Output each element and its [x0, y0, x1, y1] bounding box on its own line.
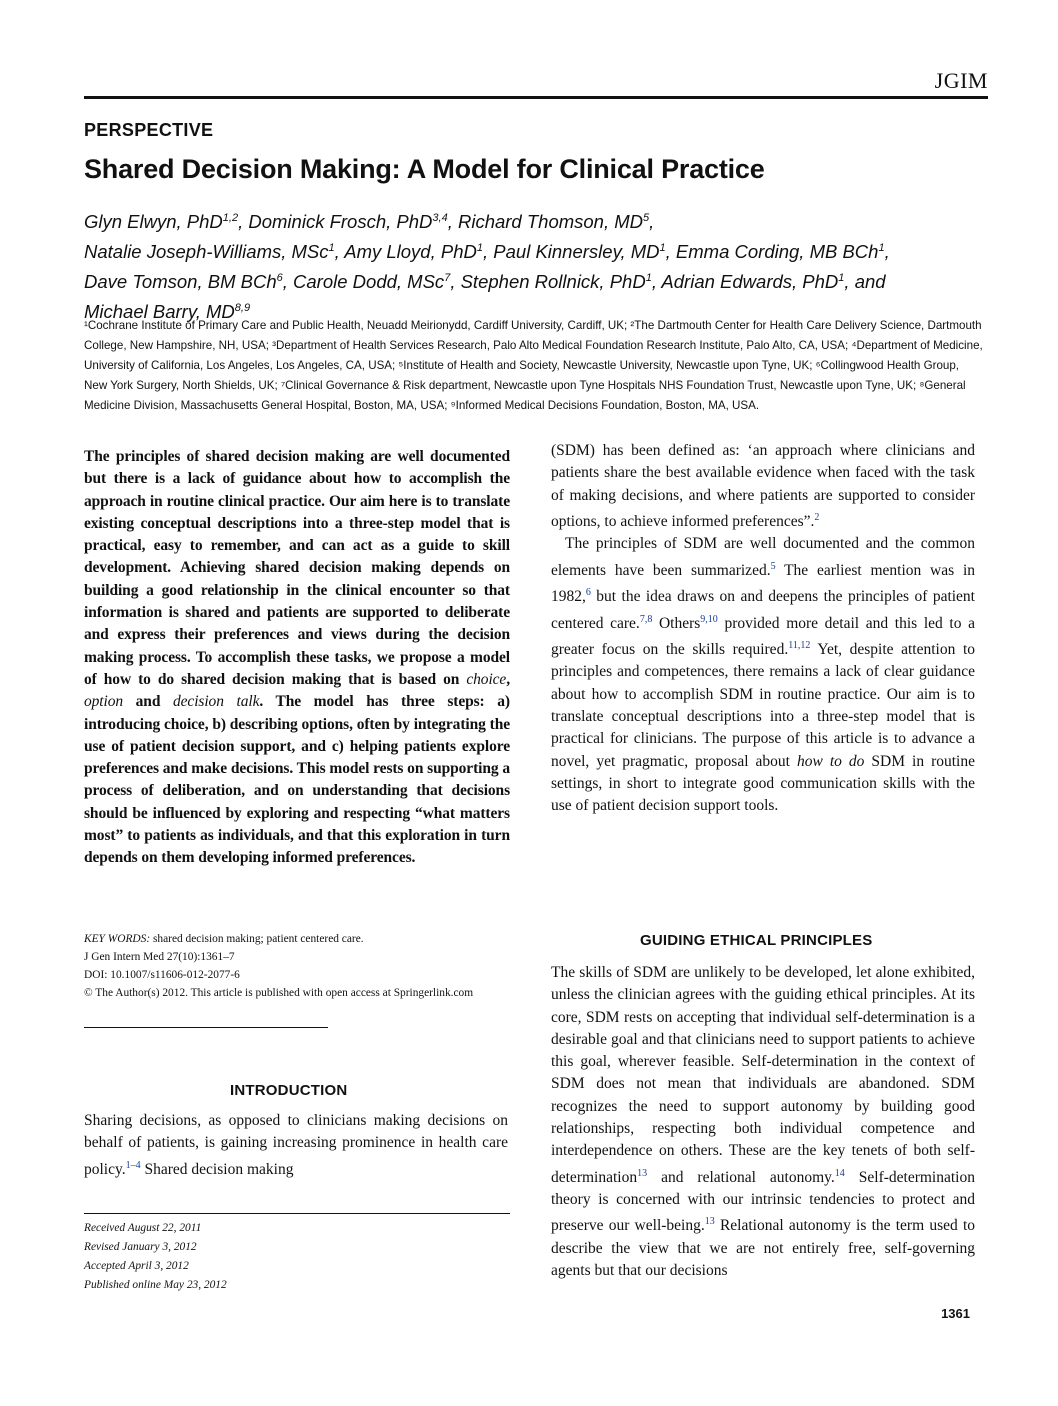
abstract: The principles of shared decision making are well documented but there is a lack of guidance about how to accomplish the approach in routine clinical practice. Our aim here is to translate existing conceptual descriptions into a three-step model that is practical, easy to remember, and can act as a guide to skill development. Achieving shared decision making depends on building a good relationship in the clinical encounter so that information is shared and patients are supported to deliberate and express their preferences and views during the decision making process. To accomplish these tasks, we propose a model of how to do shared decision making that is based on choice, option and decision talk. The model has three steps: a) introducing choice, b) describing options, often by integrating the use of patient decision support, and c) helping patients explore preferences and make decisions. This model rests on supporting a process of deliberation, and on understanding that decisions should be influenced by exploring and respecting “what matters most” to patients as individuals, and that this exploration in turn depends on them developing informed preferences. [84, 448, 510, 867]
introduction-text: Sharing decisions, as opposed to clinicians making decisions on behalf of patients, is gaining increasing prominence in health care policy.$^{1-4}$ Shared decision making [84, 1112, 508, 1178]
author-list: Glyn Elwyn, PhD$^{1,2}$, Dominick Frosch, PhD$^{3,4}$, Richard Thomson, $MD^5$, Natalie Joseph-Williams, MSc$^1$, Amy Lloyd, PhD$^1$, Paul Kinnersley, $MD^1$, Emma Cording, MB BCh$^1$, Dave Tomson, BM BCh$^6$, Carole Dodd, MSc$^7$, Stephen Rollnick, PhD$^1$, Adrian Edwards, PhD$^1$, and Michael Barry, MD$^{8,9}$ [84, 211, 890, 323]
article-dates: Received August 22, 2011 Revised January 3, 2012 Accepted April 3, 2012 Published online May 23, 2012 [84, 1222, 227, 1291]
citation: J Gen Intern Med 27(10):1361–7 [84, 951, 235, 963]
author: Richard Thomson, MD [457, 211, 644, 233]
doi: DOI: 10.1007/s11606-012-2077-6 [84, 969, 240, 981]
header-rule [84, 96, 988, 99]
author: Stephen Rollnick, PhD [460, 271, 646, 293]
author: Michael Barry, MD [84, 301, 235, 323]
affiliations: ¹Cochrane Institute of Primary Care and Public Health, Neuadd Meirionydd, Cardiff University, Cardiff, UK; ²The Dartmouth Center for Health Care Delivery Science, Dartmouth College, New Hampshire, NH, USA; ³Department of Health Services Research, Palo Alto Medical Foundation Research Institute, Palo Alto, CA, USA; ⁴Department of Medicine, University of California, Los Angeles, Los Angeles, CA, USA; ⁵Institute of Health and Society, Newcastle University, Newcastle upon Tyne, UK; ⁶Collingwood Health Group, New York Surgery, North Shields, UK; ⁷Clinical Governance & Risk department, Newcastle upon Tyne Hospitals NHS Foundation Trust, Newcastle upon Tyne, UK; ⁸General Medicine Division, Massachusetts General Hospital, Boston, MA, USA; ⁹Informed Medical Decisions Foundation, Boston, MA, USA. [84, 319, 983, 412]
author: Dave Tomson, BM BCh [84, 271, 277, 293]
meta-rule [84, 1027, 328, 1028]
journal-name: JGIM [934, 68, 988, 93]
copyright: © The Author(s) 2012. This article is published with open access at Springerlink.com [84, 987, 474, 999]
author: Carole Dodd, MSc [293, 271, 445, 293]
right-column-text: (SDM) has been defined as: ‘an approach where clinicians and patients share the best available evidence when faced with the task of making decisions, and where patients are supported to consider options, to achieve informed preferences”.$^2$ The principles of SDM are well documented and the common elements have been summarized.$^5$ The earliest mention was in 1982,$^6$ but the idea draws on and deepens the principles of patient centered care.$^{7,8}$ Others$^{9,10}$ provided more detail and this led to a greater focus on the skills required.$^{11,12}$ Yet, despite attention to principles and competences, there remains a lack of clear guidance about how to accomplish SDM in routine practice. Our aim is to translate conceptual descriptions into a three-step model that is practical for clinicians. The purpose of this article is to advance a novel, yet pragmatic, proposal about how to do SDM in routine settings, in short to integrate good communication skills with the use of patient decision support tools. [551, 442, 976, 815]
citation-ref: 1–4 [125, 1159, 141, 1171]
author: Adrian Edwards, PhD [661, 271, 839, 293]
author: Emma Cording, MB BCh [675, 241, 879, 263]
ethics-text: The skills of SDM are unlikely to be developed, let alone exhibited, unless the clinician agrees with the guiding ethical principles. At its core, SDM rests on accepting that individual self-determination is a desirable goal and that clinicians need to support patients to achieve this goal, wherever feasible. Self-determination in the context of SDM does not mean that individuals are abandoned. SDM recognizes the need to support autonomy by building good relationships, respecting both individual competence and interdependence on others. These are the key tenets of both self-determination$^{13}$ and relational autonomy.$^{14}$ Self-determination theory is concerned with our intrinsic tendencies to protect and preserve our well-being.$^{13}$ Relational autonomy is the term used to describe the view that we are not entirely free, self-governing agents but that our decisions [551, 964, 975, 1280]
author: Glyn Elwyn, PhD [84, 211, 223, 233]
author: Dominick Frosch, PhD [248, 211, 433, 233]
author: Amy Lloyd, PhD [344, 241, 477, 263]
page-number: 1361 [941, 1306, 970, 1321]
article-title: Shared Decision Making: A Model for Clinical Practice [84, 154, 765, 184]
section-type: PERSPECTIVE [84, 120, 214, 140]
author: Paul Kinnersley, MD [493, 241, 660, 263]
article-meta: KEY WORDS: shared decision making; patient centered care. J Gen Intern Med 27(10):1361–7 DOI: 10.1007/s11606-012-2077-6 © The Author(s) 2012. This article is published with open access at Springerlink.com [84, 930, 510, 1002]
introduction-heading: INTRODUCTION [230, 1082, 348, 1099]
dates-rule [84, 1213, 510, 1214]
ethics-heading: GUIDING ETHICAL PRINCIPLES [640, 932, 873, 949]
author: Natalie Joseph-Williams, MSc [84, 241, 329, 263]
